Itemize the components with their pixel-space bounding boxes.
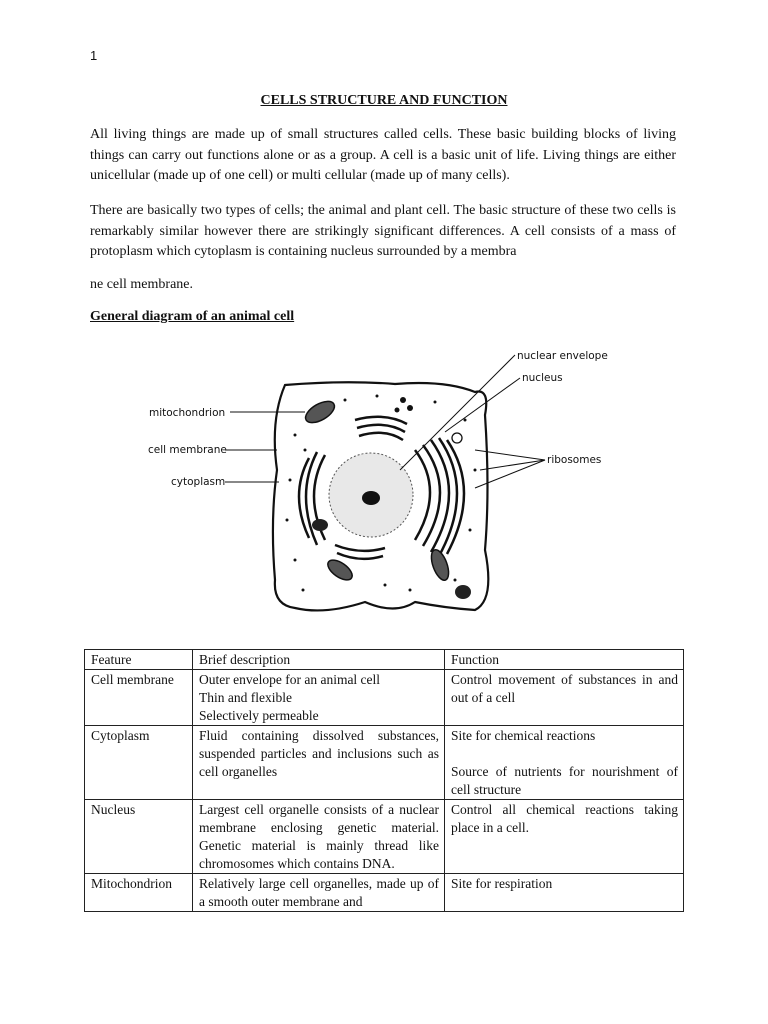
table-row	[85, 874, 684, 912]
function-cell: Site for chemical reactions Source of nutrients for nourishment of cell structure	[445, 726, 684, 800]
document-title: CELLS STRUCTURE AND FUNCTION	[260, 93, 508, 108]
feature-table	[84, 649, 684, 912]
description-cell: Relatively large cell organelles, made up of a smooth outer membrane and	[193, 874, 445, 912]
table-row	[85, 726, 684, 800]
function-cell: Control all chemical reactions taking place in a cell.	[445, 800, 684, 874]
mitochondrion-shape	[302, 397, 338, 427]
intro-paragraph: All living things are made up of small structures called cells. These basic building blocks of living things can carry out functions alone or as a group. A cell is a basic unit of life. Living things are either unicellular (made up of one cell) or multi cellular (made up of many cells).	[90, 127, 676, 183]
header-function: Function	[445, 650, 684, 670]
function-cell: Site for respiration	[445, 874, 684, 912]
feature-cell: Nucleus	[85, 800, 193, 874]
label-nuclear-envelope: nuclear envelope	[517, 350, 608, 362]
description-cell: Outer envelope for an animal cell Thin and flexible Selectively permeable	[193, 670, 445, 726]
diagram-heading: General diagram of an animal cell	[90, 309, 295, 324]
description-cell: Largest cell organelle consists of a nuclear membrane enclosing genetic material. Genetic material is mainly thread like chromosomes which contains DNA.	[193, 800, 445, 874]
feature-cell: Mitochondrion	[85, 874, 193, 912]
description-cell: Fluid containing dissolved substances, suspended particles and inclusions such as cell organelles	[193, 726, 445, 800]
paragraph-continuation: ne cell membrane.	[90, 277, 194, 292]
table-row	[85, 800, 684, 874]
function-cell: Control movement of substances in and out of a cell	[445, 670, 684, 726]
label-cytoplasm: cytoplasm	[171, 476, 226, 488]
table-header-row	[85, 650, 684, 670]
header-description: Brief description	[193, 650, 445, 670]
feature-cell: Cell membrane	[85, 670, 193, 726]
label-cell-membrane: cell membrane	[148, 444, 227, 456]
feature-cell: Cytoplasm	[85, 726, 193, 800]
label-mitochondrion: mitochondrion	[149, 407, 226, 419]
label-ribosomes: ribosomes	[547, 454, 602, 466]
table-row	[85, 670, 684, 726]
header-feature: Feature	[85, 650, 193, 670]
page-number: 1	[90, 48, 98, 63]
nucleolus	[362, 491, 380, 505]
label-nucleus: nucleus	[522, 372, 563, 384]
cell-types-paragraph: There are basically two types of cells; the animal and plant cell. The basic structure of these two cells is remarkably similar however there are strikingly significant differences. A cell consists of a mass of protoplasm which cytoplasm is containing nucleus surrounded by a membra	[90, 203, 676, 259]
animal-cell-diagram	[145, 340, 620, 630]
